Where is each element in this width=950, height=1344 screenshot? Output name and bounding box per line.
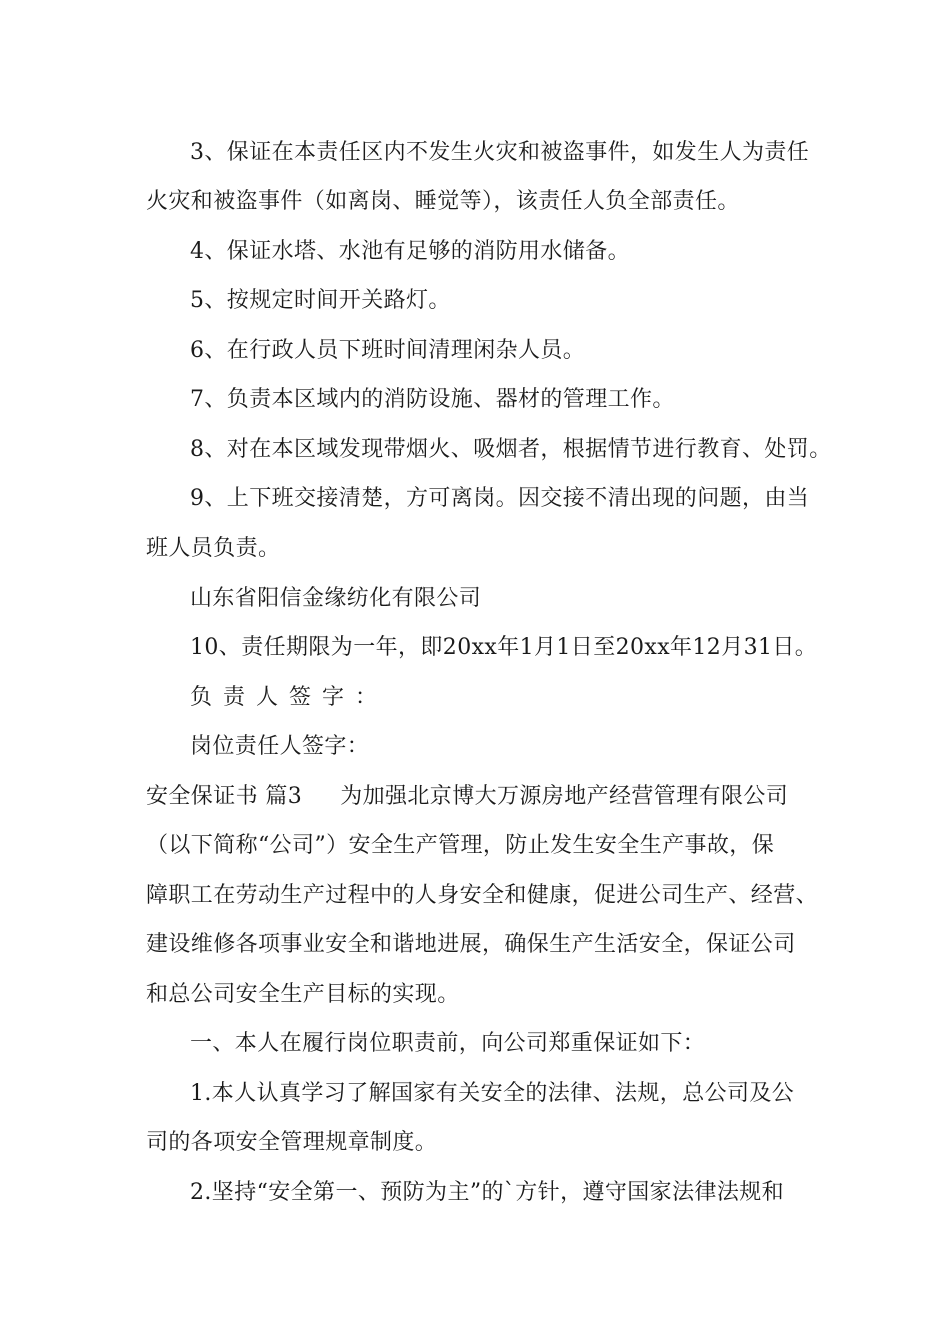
paragraph-line: 9、上下班交接清楚，方可离岗。因交接不清出现的问题，由当 [190, 486, 810, 511]
paragraph-line: 2.坚持“安全第一、预防为主”的`方针，遵守国家法律法规和 [190, 1180, 785, 1205]
signature-label-responsible: 负责人签字： [190, 685, 389, 710]
paragraph-line: 4、保证水塔、水池有足够的消防用水储备。 [190, 239, 630, 264]
paragraph-line: 3、保证在本责任区内不发生火灾和被盗事件，如发生人为责任 [190, 140, 810, 165]
paragraph-line: 7、负责本区域内的消防设施、器材的管理工作。 [190, 387, 675, 412]
paragraph-line: 为加强北京博大万源房地产经营管理有限公司 [340, 784, 789, 809]
paragraph-line: 火灾和被盗事件（如离岗、睡觉等），该责任人负全部责任。 [146, 189, 740, 214]
paragraph-line: 司的各项安全管理规章制度。 [146, 1130, 438, 1155]
section-heading: 安全保证书 篇3 [146, 784, 303, 809]
section-heading-line [146, 782, 788, 812]
paragraph-line: （以下简称“公司”）安全生产管理，防止发生安全生产事故，保 [146, 833, 775, 858]
paragraph-line: 障职工在劳动生产过程中的人身安全和健康，促进公司生产、经营、 [146, 883, 819, 908]
paragraph-line: 8、对在本区域发现带烟火、吸烟者，根据情节进行教育、处罚。 [190, 437, 832, 462]
paragraph-line: 5、按规定时间开关路灯。 [190, 288, 451, 313]
paragraph-line: 班人员负责。 [146, 536, 281, 561]
paragraph-line: 10、责任期限为一年，即20xx年1月1日至20xx年12月31日。 [190, 635, 818, 660]
paragraph-line: 1.本人认真学习了解国家有关安全的法律、法规，总公司及公 [190, 1081, 795, 1106]
paragraph-line: 一、本人在履行岗位职责前，向公司郑重保证如下： [190, 1031, 706, 1056]
paragraph-line: 和总公司安全生产目标的实现。 [146, 982, 460, 1007]
paragraph-line: 建设维修各项事业安全和谐地进展，确保生产生活安全，保证公司 [146, 932, 796, 957]
company-name: 山东省阳信金缘纺化有限公司 [190, 586, 482, 611]
signature-label-post: 岗位责任人签字： [190, 734, 370, 759]
paragraph-line: 6、在行政人员下班时间清理闲杂人员。 [190, 338, 586, 363]
